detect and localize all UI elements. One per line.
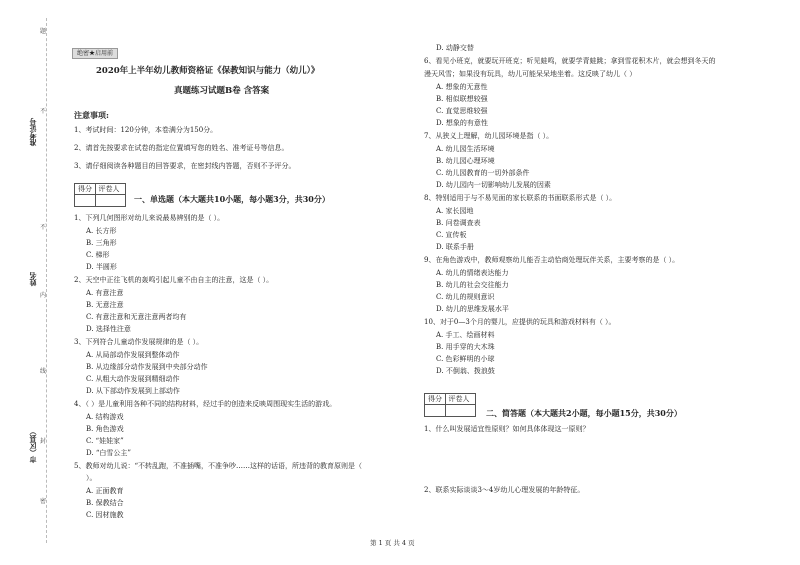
- grader-label: 评卷人: [98, 185, 120, 193]
- option: C. 色彩鲜明的小球: [436, 355, 495, 363]
- option: B. 从边缘部分动作发展到中央部分动作: [86, 363, 208, 371]
- notice-heading: 注意事项:: [74, 110, 109, 120]
- option: B. 用手穿的大木珠: [436, 343, 495, 351]
- score-box: [74, 183, 126, 207]
- question-stem: 7、从狭义上理解，幼儿园环境是指（ ）。: [424, 132, 554, 140]
- option: A. 幼儿的情绪表达能力: [436, 269, 509, 277]
- option: C. 宣传板: [436, 231, 467, 239]
- option: D. 幼儿的思维发展水平: [436, 305, 509, 313]
- score-label: 得分: [75, 184, 96, 194]
- option: A. 结构游戏: [86, 413, 124, 421]
- option: D. 联系手册: [436, 243, 474, 251]
- secret-tag: 绝密★启用前: [72, 48, 118, 59]
- binding-mark: 内: [40, 292, 47, 299]
- question-stem: 9、在角色游戏中，教师观察幼儿能否主动恰商处理玩伴关系，主要考察的是（ ）。: [424, 256, 680, 264]
- option: A. 家长园地: [436, 207, 474, 215]
- option: D. 想象的有意性: [436, 119, 488, 127]
- option: D. 半圆形: [86, 263, 117, 271]
- option: B. 问卷调查表: [436, 219, 481, 227]
- document-subtitle: 真题练习试题B卷 含答案: [174, 86, 270, 96]
- option: A. 想象的无意性: [436, 83, 488, 91]
- question-stem-cont: 漫天风雪；如果没有玩具，幼儿可能呆呆地坐着。这反映了幼儿（ ）: [424, 70, 637, 78]
- option: A. 从局部动作发展到整体动作: [86, 351, 180, 359]
- binding-dashed-line: [46, 18, 47, 543]
- option: A. 手工、绘画材料: [436, 331, 495, 339]
- question-stem: 10、对于0—3个月的婴儿，应提供的玩具和游戏材料有（ ）。: [424, 318, 616, 326]
- question-stem: 5、教师对幼儿说：“不转乱跑，不准插嘴，不准争吵……这样的话语，所违背的教育原则是（: [74, 462, 363, 470]
- section2-title: 二、简答题（本大题共2小题，每小题15分，共30分）: [486, 408, 682, 418]
- option: B. 幼儿园心理环境: [436, 157, 495, 165]
- option: B. 保教结合: [86, 499, 124, 507]
- question-stem: 3、下列符合儿童动作发展规律的是（ ）。: [74, 338, 204, 346]
- option: D. 从下部动作发展到上部动作: [86, 387, 180, 395]
- option: B. 角色游戏: [86, 425, 124, 433]
- grader-label: 评卷人: [448, 395, 470, 403]
- question-stem: 8、特别适用于与不易见面的家长联系的书面联系形式是（ ）。: [424, 194, 617, 202]
- document-title: 2020年上半年幼儿教师资格证《保教知识与能力（幼儿）》: [96, 66, 320, 76]
- notice-item: 1、考试时间：120分钟，本卷满分为150分。: [74, 126, 218, 134]
- question-stem: 2、天空中正往飞机的轰鸣引起儿童不由自主的注意，这是（ ）。: [74, 276, 274, 284]
- notice-item: 2、请首先按要求在试卷的指定位置填写您的姓名、准考证号等信息。: [74, 144, 289, 152]
- option: A. 幼儿园生活环境: [436, 145, 495, 153]
- option: B. 幼儿的社会交往能力: [436, 281, 509, 289]
- option: C. 有意注意和无意注意两者均有: [86, 313, 187, 321]
- binding-mark: 密: [40, 498, 47, 505]
- option: D. “白雪公主”: [86, 449, 131, 457]
- option: C. 梯形: [86, 251, 110, 259]
- option: B. 无意注意: [86, 301, 124, 309]
- section1-title: 一、单选题（本大题共10小题，每小题3分，共30分）: [134, 194, 330, 204]
- binding-mark: 封: [40, 438, 47, 445]
- option: A. 有意注意: [86, 289, 124, 297]
- short-question: 2、联系实际谈谈3～4岁幼儿心理发展的年龄特征。: [424, 486, 585, 494]
- option: B. 三角形: [86, 239, 117, 247]
- question-stem: 1、下列几何图形对幼儿来说最易辨别的是（ ）。: [74, 214, 225, 222]
- option: C. 幼儿园教育的一切外部条件: [436, 169, 530, 177]
- name-label: 姓名: [28, 272, 37, 286]
- short-question: 1、什么叫发展适宜性原则？如何具体体现这一原则？: [424, 425, 590, 433]
- region-label: 市（区县）: [28, 428, 37, 463]
- option: C. 因材施教: [86, 511, 124, 519]
- question-stem: 6、看见小班克，就要玩开班克；听见蛙鸣，就要学青蛙跳；拿到雪花积木片，就会想到冬天的: [424, 57, 716, 65]
- option: C. “娃娃家”: [86, 437, 124, 445]
- option: D. 选择性注意: [86, 325, 131, 333]
- score-label: 得分: [425, 394, 446, 404]
- binding-mark: 线: [40, 368, 47, 375]
- page-number: 第 1 页 共 4 页: [370, 539, 415, 547]
- option: D. 幼儿园内一切影响幼儿发展的因素: [436, 181, 551, 189]
- exam-id-label: 准考证号: [28, 118, 37, 146]
- option: C. 从粗大动作发展到精细动作: [86, 375, 180, 383]
- binding-mark: 不: [40, 224, 47, 231]
- notice-item: 3、请仔细阅读各种题目的回答要求，在密封线内答题，否则不予评分。: [74, 162, 296, 170]
- binding-mark: 题: [40, 28, 47, 35]
- binding-mark: 不: [40, 108, 47, 115]
- score-box: [424, 393, 476, 417]
- option: D. 动静交替: [436, 44, 474, 52]
- option: B. 相似联想较强: [436, 95, 488, 103]
- option: A. 正面教育: [86, 487, 124, 495]
- question-stem: 4、（ ）是儿童利用各种不同的结构材料，经过手的创造来反映周围现实生活的游戏。: [74, 400, 337, 408]
- option: C. 幼儿的规则意识: [436, 293, 495, 301]
- question-stem-cont: ）。: [86, 474, 97, 482]
- option: D. 不倒翁、拨浪鼓: [436, 367, 495, 375]
- option: C. 直觉思维较强: [436, 107, 488, 115]
- option: A. 长方形: [86, 227, 117, 235]
